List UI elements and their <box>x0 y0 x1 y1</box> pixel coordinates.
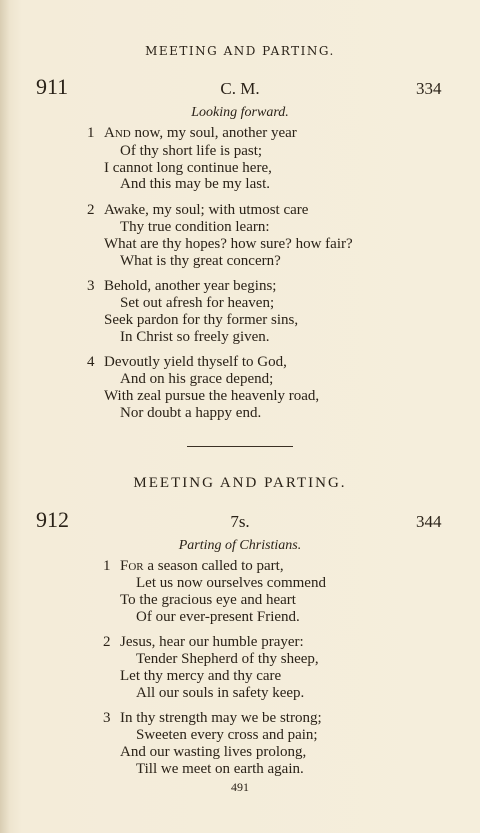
hymn-912-number: 912 <box>36 507 69 532</box>
verse-line: All our souls in safety keep. <box>136 685 305 701</box>
hymn-912-meter: 7s. <box>230 512 250 531</box>
verse-line: And our wasting lives prolong, <box>120 744 307 760</box>
verse-line: In thy strength may we be strong; <box>120 710 322 726</box>
verse-line: Nor doubt a happy end. <box>120 405 262 421</box>
verse-line: And now, my soul, another year <box>104 125 297 141</box>
verse-line: What are thy hopes? how sure? how fair? <box>104 236 353 252</box>
verse-number: 2 <box>103 634 111 650</box>
verse-line: And this may be my last. <box>120 176 270 192</box>
verse-line: With zeal pursue the heavenly road, <box>104 388 320 404</box>
verse-line: Seek pardon for thy former sins, <box>104 312 299 328</box>
verse-line: What is thy great concern? <box>120 253 281 269</box>
verse-line: Behold, another year begins; <box>104 278 277 294</box>
verse-line: Jesus, hear our humble prayer: <box>120 634 304 650</box>
verse-line: Awake, my soul; with utmost care <box>104 202 309 218</box>
verse-number: 2 <box>87 202 95 218</box>
verse-number: 1 <box>103 558 111 574</box>
verse-line: For a season called to part, <box>120 558 284 574</box>
verse-number: 3 <box>103 710 111 726</box>
verse-line: And on his grace depend; <box>120 371 274 387</box>
verse-number: 1 <box>87 125 95 141</box>
running-head: MEETING AND PARTING. <box>145 44 335 58</box>
hymn-911-meter: C. M. <box>220 79 260 98</box>
verse-line: In Christ so freely given. <box>120 329 270 345</box>
page-number: 491 <box>231 780 249 794</box>
verse-number: 4 <box>87 354 95 370</box>
verse-line: Of thy short life is past; <box>120 143 263 159</box>
verse-line: Of our ever-present Friend. <box>136 609 300 625</box>
verse-line: To the gracious eye and heart <box>120 592 296 608</box>
hymn-911-number: 911 <box>36 74 69 99</box>
verse-line: Let us now ourselves commend <box>136 575 326 591</box>
verse-line: Sweeten every cross and pain; <box>136 727 318 743</box>
verse-line: Let thy mercy and thy care <box>120 668 282 684</box>
verse-line: Till we meet on earth again. <box>136 761 304 777</box>
hymn-911-tune-number: 334 <box>416 79 442 98</box>
verse-line: Set out afresh for heaven; <box>120 295 275 311</box>
verse-number: 3 <box>87 278 95 294</box>
hymn-911-subtitle: Looking forward. <box>191 105 289 120</box>
verse-line: Thy true condition learn: <box>120 219 270 235</box>
verse-line: Devoutly yield thyself to God, <box>104 354 287 370</box>
section-heading: MEETING AND PARTING. <box>133 475 347 491</box>
verse-line: I cannot long continue here, <box>104 160 272 176</box>
verse-line: Tender Shepherd of thy sheep, <box>136 651 319 667</box>
section-divider <box>187 446 293 447</box>
hymn-912-subtitle: Parting of Christians. <box>178 538 302 553</box>
hymn-912-tune-number: 344 <box>416 512 442 531</box>
